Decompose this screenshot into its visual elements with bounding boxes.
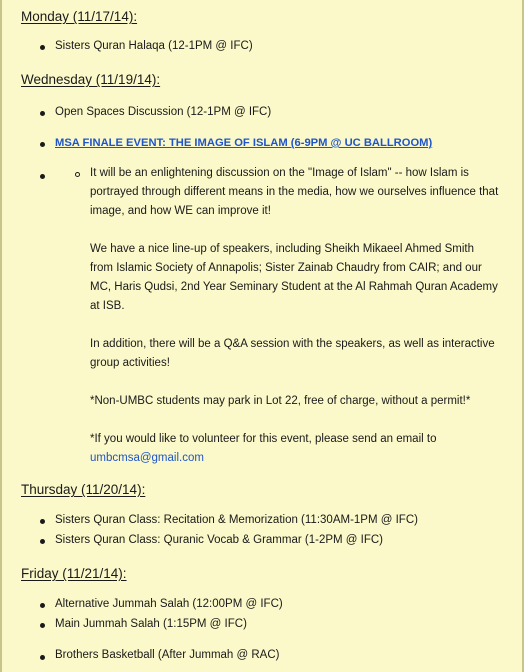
bullet <box>40 519 45 524</box>
day-heading-monday: Monday (11/17/14): <box>21 9 138 24</box>
day-heading-thursday: Thursday (11/20/14): <box>21 482 146 497</box>
volunteer-note <box>90 430 500 468</box>
event-speakers: We have a nice line-up of speakers, including Sheikh Mikaeel Ahmed Smith from Islamic Society of Annapolis; Sister Zainab Chaudry from CAIR; and our MC, Haris Qudsi, 2nd Year Seminary Student at the Al Rahmah Quran Academy at ISB. <box>90 243 498 312</box>
list-item: Brothers Basketball (After Jummah @ RAC) <box>55 649 280 661</box>
bullet <box>40 174 45 179</box>
list-item: Open Spaces Discussion (12-1PM @ IFC) <box>55 106 272 118</box>
list-item: Sisters Quran Class: Quranic Vocab & Grammar (1-2PM @ IFC) <box>55 534 384 546</box>
event-activities: In addition, there will be a Q&A session with the speakers, as well as interactive group activities! <box>90 338 495 369</box>
bullet <box>40 623 45 628</box>
bullet <box>40 142 45 147</box>
day-heading-friday: Friday (11/21/14): <box>21 566 127 581</box>
day-heading-wednesday: Wednesday (11/19/14): <box>21 72 161 87</box>
email-link[interactable]: umbcmsa@gmail.com <box>90 452 204 464</box>
volunteer-text: *If you would like to volunteer for this event, please send an email to <box>90 433 437 445</box>
list-item: Sisters Quran Class: Recitation & Memorization (11:30AM-1PM @ IFC) <box>55 514 418 526</box>
list-item: Sisters Quran Halaqa (12-1PM @ IFC) <box>55 40 253 52</box>
bullet <box>40 655 45 660</box>
bullet <box>40 111 45 116</box>
event-link[interactable]: MSA FINALE EVENT: THE IMAGE OF ISLAM (6-9PM @ UC BALLROOM) <box>55 137 433 149</box>
list-item: Alternative Jummah Salah (12:00PM @ IFC) <box>55 598 283 610</box>
list-item: Main Jummah Salah (1:15PM @ IFC) <box>55 618 247 630</box>
sub-bullet <box>75 172 80 177</box>
bullet <box>40 45 45 50</box>
event-description: It will be an enlightening discussion on the "Image of Islam" -- how Islam is portrayed through different means in the media, how we ourselves influence that image, and how WE can improve it! <box>90 167 499 217</box>
parking-note: *Non-UMBC students may park in Lot 22, free of charge, without a permit!* <box>90 395 471 407</box>
bullet <box>40 603 45 608</box>
bullet <box>40 539 45 544</box>
